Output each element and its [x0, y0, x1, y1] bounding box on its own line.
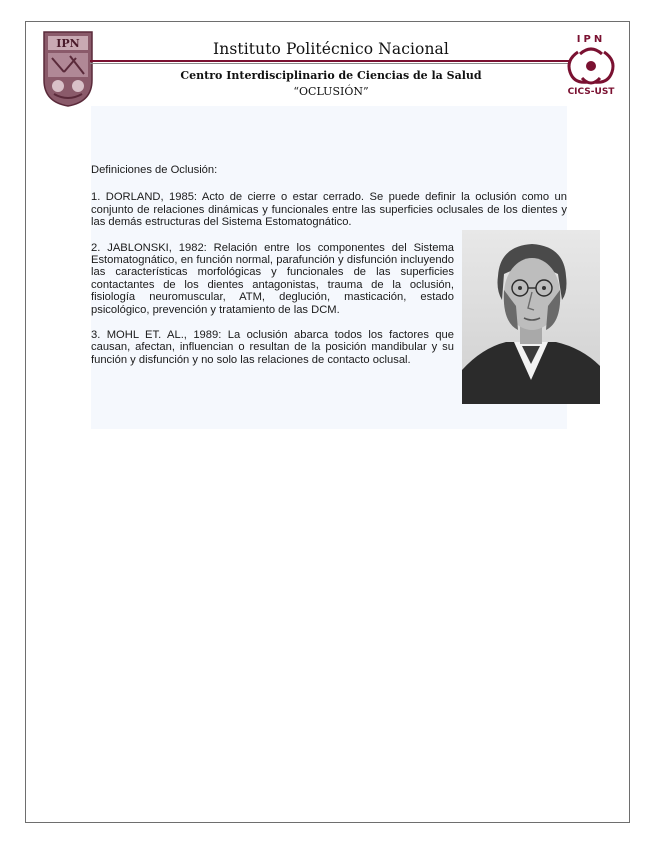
topic-title: “OCLUSIÓN” — [293, 85, 369, 98]
definition-jablonski: 2. JABLONSKI, 1982: Relación entre los componentes del Sistema Estomatognático, en función normal, parafunción y disfunción incluyendo las características morfológicas y funcionales de las superficies contactantes de los dientes antagonistas, trauma de la oclusión, fisiología neuromuscular, ATM, deglución, masticación, estado psicológico, prevención y tratamiento de las DCM. — [91, 241, 454, 316]
portrait-image — [462, 230, 600, 404]
section-title: Definiciones de Oclusión: — [91, 164, 218, 176]
logo-ipn-label: IPN — [576, 34, 606, 45]
institution-title: Instituto Politécnico Nacional — [213, 40, 449, 58]
header-rule-guinda — [90, 60, 570, 62]
ipn-crest-logo — [40, 28, 96, 108]
document-body — [91, 106, 567, 408]
header-rule-gray — [90, 63, 570, 64]
center-subtitle: Centro Interdisciplinario de Ciencias de la Salud — [180, 69, 482, 82]
logo-cics-label: CICS-UST — [567, 87, 615, 97]
definition-dorland: 1. DORLAND, 1985: Acto de cierre o estar cerrado. Se puede definir la oclusión como un conjunto de relaciones dinámicas y funcionales entre las superficies oclusales de los dientes y las demás estructuras del Sistema Estomatognático. — [91, 191, 567, 229]
cics-ust-logo — [560, 32, 622, 98]
definition-mohl: 3. MOHL ET. AL., 1989: La oclusión abarca todos los factores que causan, afectan, influencian o resultan de la posición mandibular y su función y disfunción y no solo las relaciones de contacto oclusal. — [91, 329, 454, 366]
crest-letters: IPN — [56, 37, 80, 50]
document-page — [25, 21, 630, 823]
